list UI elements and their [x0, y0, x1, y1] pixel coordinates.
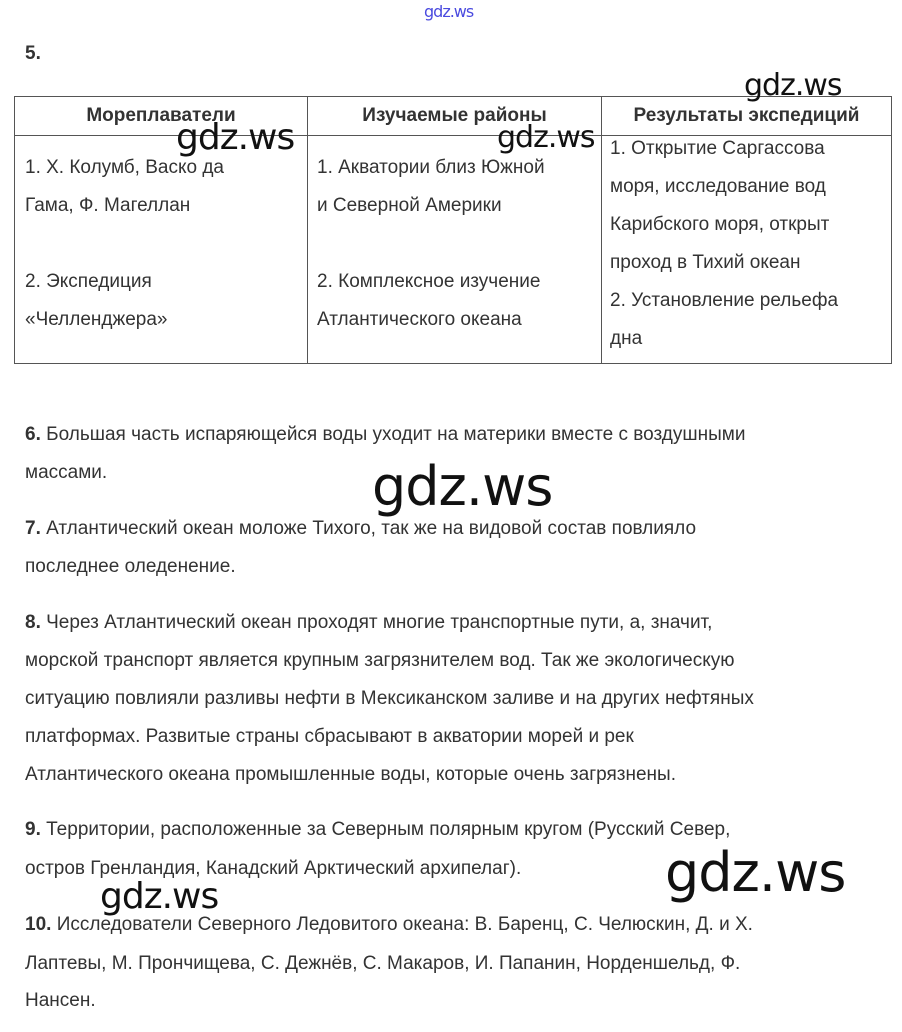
results-line: Карибского моря, открыт	[610, 214, 830, 235]
task-5-number: 5.	[25, 43, 41, 64]
results-line: 2. Установление рельефа	[610, 290, 839, 311]
watermark: gdz.ws	[100, 876, 219, 917]
answer-7-cont: последнее оледенение.	[25, 556, 236, 577]
regions-line: 1. Акватории близ Южной	[317, 157, 545, 178]
regions-line: Атлантического океана	[317, 309, 522, 330]
answer-8-cont: морской транспорт является крупным загрязнителем вод. Так же экологическую	[25, 650, 735, 671]
answer-6-cont: массами.	[25, 462, 108, 483]
results-line: моря, исследование вод	[610, 176, 826, 197]
watermark-top: gdz.ws	[424, 2, 474, 21]
answer-10: 10. Исследователи Северного Ледовитого океана: В. Баренц, С. Челюскин, Д. и Х.	[25, 914, 753, 935]
watermark: gdz.ws	[665, 841, 846, 904]
results-line: дна	[610, 328, 643, 349]
answer-8-cont: Атлантического океана промышленные воды, которые очень загрязнены.	[25, 764, 676, 785]
answer-7: 7. Атлантический океан моложе Тихого, так же на видовой состав повлияло	[25, 518, 697, 539]
navigators-line: «Челленджера»	[25, 309, 168, 330]
navigators-line: 2. Экспедиция	[25, 271, 152, 292]
answer-9: 9. Территории, расположенные за Северным полярным кругом (Русский Север,	[25, 819, 731, 840]
answer-8-cont: платформах. Развитые страны сбрасывают в акватории морей и рек	[25, 726, 634, 747]
watermark: gdz.ws	[744, 68, 842, 103]
watermark: gdz.ws	[372, 455, 553, 518]
watermark: gdz.ws	[176, 117, 295, 158]
answer-10-cont: Нансен.	[25, 990, 96, 1011]
header-regions: Изучаемые районы	[308, 97, 602, 136]
answer-8-cont: ситуацию повлияли разливы нефти в Мексиканском заливе и на других нефтяных	[25, 688, 754, 709]
regions-line: 2. Комплексное изучение	[317, 271, 541, 292]
navigators-line: Гама, Ф. Магеллан	[25, 195, 191, 216]
answer-8: 8. Через Атлантический океан проходят многие транспортные пути, а, значит,	[25, 612, 713, 633]
results-line: проход в Тихий океан	[610, 252, 801, 273]
navigators-line: 1. Х. Колумб, Васко да	[25, 157, 224, 178]
header-results: Результаты экспедиций	[602, 97, 892, 136]
answer-10-cont: Лаптевы, М. Прончищева, С. Дежнёв, С. Макаров, И. Папанин, Норденшельд, Ф.	[25, 953, 741, 974]
watermark: gdz.ws	[497, 120, 595, 155]
header-navigators: Мореплаватели	[15, 97, 308, 136]
answer-9-cont: остров Гренландия, Канадский Арктический архипелаг).	[25, 858, 522, 879]
results-line: 1. Открытие Саргассова	[610, 138, 825, 159]
answer-6: 6. Большая часть испаряющейся воды уходит на материки вместе с воздушными	[25, 424, 746, 445]
regions-line: и Северной Америки	[317, 195, 502, 216]
